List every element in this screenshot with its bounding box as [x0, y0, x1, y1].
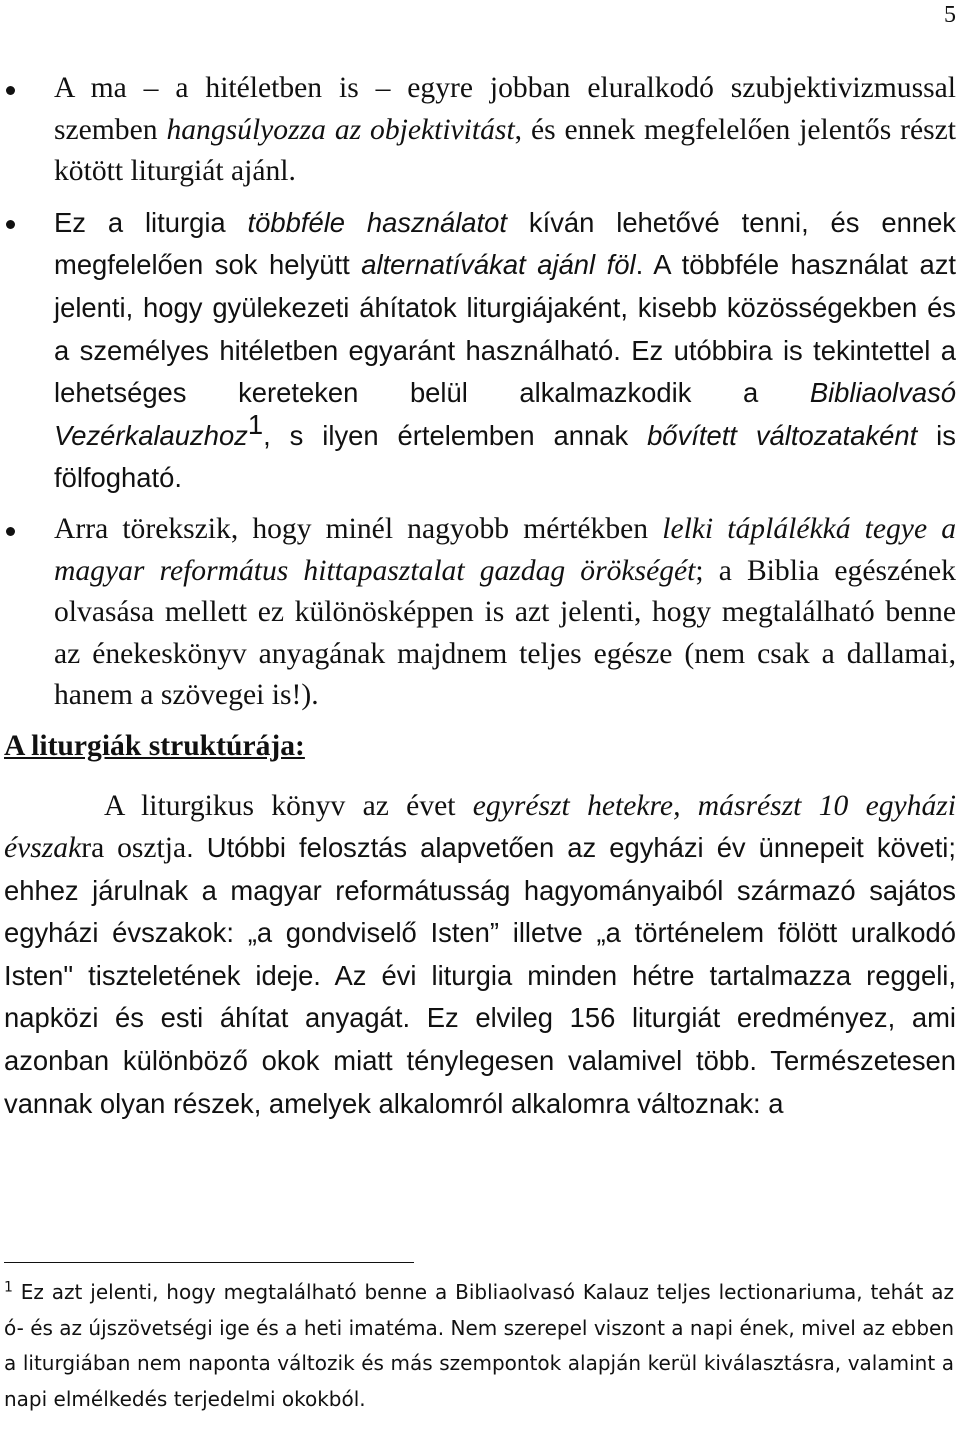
list-item: [4, 202, 956, 500]
list-item: [4, 68, 956, 193]
bullet-list: [4, 68, 956, 717]
footnote-separator: [4, 1262, 414, 1263]
main-content: [4, 68, 956, 1125]
text-run: Arra törekszik, hogy minél nagyobb mértékben: [54, 512, 663, 545]
bullet-icon: [6, 86, 15, 95]
emphasis-text: egyrészt hetekre, másrészt 10 egyházi évszak: [4, 789, 957, 865]
page-number: 5: [944, 2, 956, 28]
text-run: , és ennek megfelelően jelentős részt kötött liturgiát ajánl.: [54, 113, 956, 188]
text-run: Ez a liturgia: [54, 206, 248, 238]
body-paragraph: [4, 786, 956, 1126]
text-run: A ma – a hitéletben is – egyre jobban eluralkodó szubjektivizmussal szemben: [54, 72, 956, 146]
text-run: ra osztja: [81, 832, 187, 865]
text-run: kíván lehetővé tenni, és ennek megfelelően sok helyütt: [54, 206, 957, 281]
text-run: is fölfogható.: [54, 419, 956, 494]
emphasis-text: bővített változataként: [647, 419, 918, 451]
text-run: . Utóbbi felosztás alapvetően az egyházi év ünnepeit követi; ehhez járulnak a magyar reformátusság hagyományaiból származó sajátos egyházi évszakok: „a gondviselő Isten” illetve „a történelem fölött uralkodó Isten" tiszteletének ideje. Az évi liturgia minden hétre tartalmazza reggeli, napközi és esti áhítat anyagát. Ez elvileg 156 liturgiát eredményez, ami azonban különböző okok miatt ténylegesen valamivel több. Természetesen vannak olyan részek, amelyek alkalomról alkalomra változnak: a: [4, 832, 957, 1119]
bullet-icon: [6, 220, 15, 229]
footnote: [4, 1275, 954, 1417]
emphasis-text: Bibliaolvasó Vezérkalauzhoz: [54, 377, 956, 451]
emphasis-text: lelki táplálékká tegye a magyar református hittapasztalat gazdag örökségét: [54, 512, 956, 587]
text-run: ; a Biblia egészének olvasása mellett ez különösképpen is azt jelenti, hogy megtalálható benne az énekeskönyv anyagának majdnem teljes egésze (nem csak a dallamai, hanem a szövegei is!).: [54, 554, 956, 712]
footnote-ref: 1: [247, 408, 264, 440]
bullet-icon: [6, 527, 15, 536]
section-heading: A liturgiák struktúrája:: [4, 729, 305, 762]
emphasis-text: többféle használatot: [247, 206, 507, 238]
text-run: . A többféle használat azt jelenti, hogy gyülekezeti áhítatok liturgiájaként, kisebb közösségekben és a személyes hitéletben egyaránt használható. Ez utóbbira is tekintettel a lehetséges kereteken belül alkalmazkodik a: [54, 249, 956, 409]
footnote-text: Ez azt jelenti, hogy megtalálható benne a Bibliaolvasó Kalauz teljes lectionariuma, tehát az ó- és az újszövetségi ige és a heti imatéma. Nem szerepel viszont a napi ének, mivel az ebben a liturgiában nem naponta változik és más szempontok alapján kerül kiválasztásra, valamint a napi elmélkedés terjedelmi okokból.: [4, 1280, 954, 1411]
emphasis-text: hangsúlyozza az objektivitást: [166, 113, 515, 146]
text-run: A liturgikus könyv az évet: [104, 789, 473, 822]
list-item: [4, 509, 956, 717]
footnote-number: 1: [4, 1279, 13, 1296]
emphasis-text: alternatívákat ajánl föl: [361, 249, 636, 281]
text-run: , s ilyen értelemben annak: [263, 419, 648, 451]
